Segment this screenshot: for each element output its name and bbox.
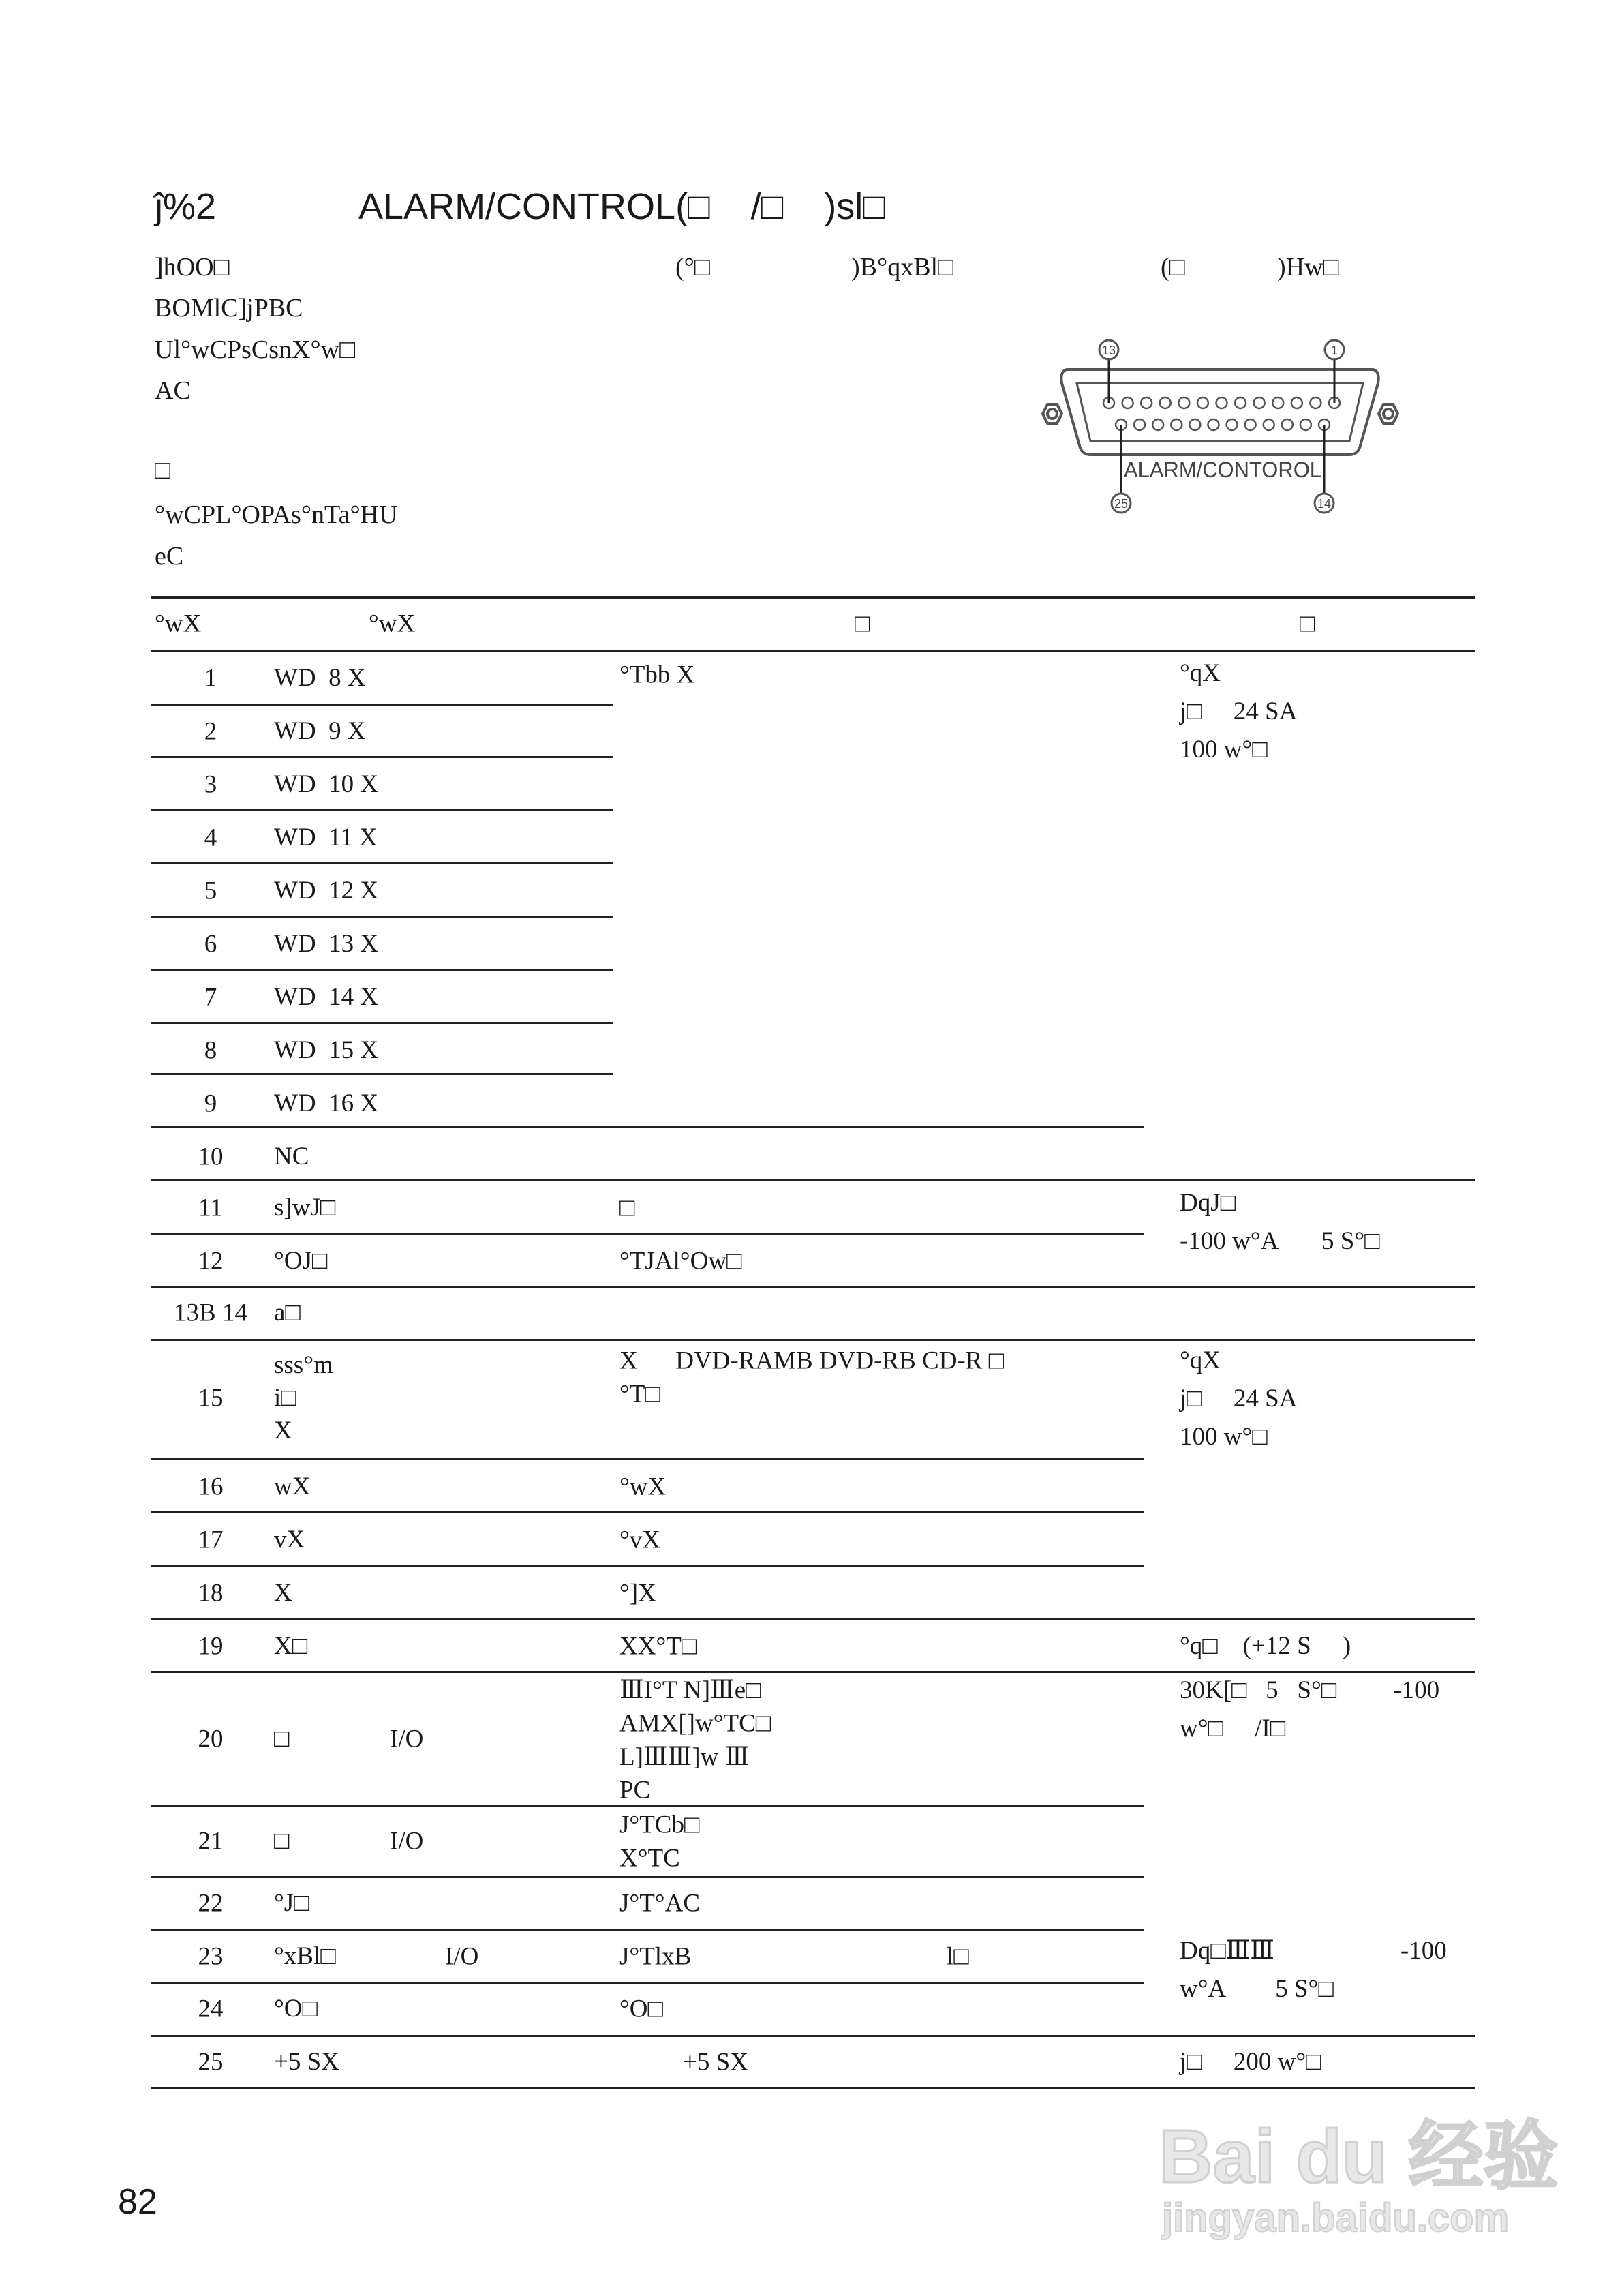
pin-hole [1310,397,1321,408]
signal-name: WD 13 X [274,930,379,958]
description-line: +5 SX [683,2048,748,2076]
description-line: □ [619,1194,635,1222]
intro-line: (□ [1161,253,1185,282]
pin-number: 7 [204,983,217,1012]
intro-line: AC [155,376,191,405]
signal-name: °J□ [274,1889,309,1917]
pin-number: 21 [198,1827,224,1856]
section-marker: ĵ%2 [155,186,217,227]
page-title: ALARM/CONTROL(□ /□ )sl□ [358,186,885,227]
table-rule [151,1618,1475,1620]
signal-name: a□ [274,1299,301,1327]
signal-name: WD 10 X [274,770,379,798]
signal-name: +5 SX [274,2048,339,2076]
table-rule [151,1073,613,1075]
description-line: J°TCb□ [619,1811,700,1839]
pin-number: 23 [198,1942,224,1971]
description-line: J°TlxB [619,1942,692,1971]
pin-hole [1197,397,1208,408]
table-rule [151,1511,1144,1513]
signal-name: WD 16 X [274,1089,379,1117]
pin-number: 20 [198,1725,224,1753]
header-signal: °wX [369,609,416,638]
signal-name: s]wJ□ [274,1194,336,1222]
header-pin: °wX [155,609,202,638]
watermark-logo: Bai du 经验 [1159,2115,1559,2199]
table-rule [151,1339,1475,1341]
table-rule [151,2087,1475,2089]
pin-number: 6 [204,930,217,958]
pin-hole [1178,397,1189,408]
pin-hole [1264,419,1274,430]
pin-hole [1160,397,1171,408]
description-line: ⅢI°T N]Ⅲe□ [619,1676,761,1704]
signal-name: □ [274,1725,290,1753]
pin-hole [1254,397,1265,408]
pin-hole [1208,419,1219,430]
table-rule [151,650,1475,652]
intro-line: ]hOO□ [155,253,230,282]
pin-number: 25 [198,2048,224,2076]
signal-name: vX [274,1526,305,1554]
pin-number: 5 [204,877,217,905]
table-rule [151,809,613,811]
notes-cell: j□ 200 w°□ [1180,2048,1321,2076]
hex-nut-right-icon [1379,404,1398,423]
table-rule [151,704,613,706]
pin-hole [1171,419,1182,430]
pin-hole [1152,419,1163,430]
pin-hole [1291,397,1302,408]
table-rule [151,1022,613,1024]
notes-cell: Dq□ⅢⅢ -100 w°A 5 S°□ [1180,1937,1447,2003]
header-description: □ [855,609,870,638]
pin-number: 12 [198,1247,224,1275]
pin-number: 15 [198,1384,224,1413]
intro-line: BOMlC]jPBC [155,294,303,322]
description-line: °T□ [619,1380,660,1408]
table-rule [151,1126,1144,1128]
table-rule [151,1876,1144,1878]
pin-number: 8 [204,1036,217,1065]
pin-number: 24 [198,1995,224,2023]
signal-name: NC [274,1143,309,1170]
signal-name: °OJ□ [274,1247,328,1275]
description-line: X DVD-RAMB DVD-RB CD-R □ [619,1346,1005,1375]
pin-number: 11 [198,1194,223,1222]
notes-cell: °qX j□ 24 SA 100 w°□ [1180,659,1298,764]
table-rule [151,1565,1144,1567]
pin-hole [1227,419,1238,430]
header-notes: □ [1300,609,1315,638]
intro-line: °wCPL°OPAs°nTa°HU [155,500,398,529]
signal-name: wX [274,1472,311,1500]
pin-number: 18 [198,1579,224,1607]
table-rule [151,1805,1144,1807]
connector-diagram [1039,332,1401,519]
io-label: I/O [390,1725,424,1753]
table-rule [151,1233,1144,1235]
notes-cell: DqJ□ -100 w°A 5 S°□ [1180,1189,1380,1255]
pin-number: 4 [204,824,217,852]
signal-name: WD 8 X [274,664,366,692]
pin-hole [1122,397,1133,408]
table-rule [151,1286,1475,1288]
table-rule [151,862,613,864]
pin-number: 19 [198,1632,224,1661]
notes-cell: °qX j□ 24 SA 100 w°□ [1180,1346,1298,1451]
hex-nut-left-icon [1043,404,1062,423]
callout-pin-1: 1 [1330,344,1338,357]
watermark-url: jingyan.baidu.com [1162,2196,1510,2240]
pin-hole [1141,397,1152,408]
description-line: °Tbb X [619,661,695,689]
signal-name: X [274,1579,292,1607]
signal-name: X□ [274,1632,308,1660]
pin-number: 3 [204,770,217,799]
pin-hole [1282,419,1293,430]
notes-cell: °q□ (+12 S ) [1180,1632,1351,1660]
description-line: °TJAl°Ow□ [619,1247,742,1275]
pin-hole [1300,419,1311,430]
signal-name: WD 9 X [274,717,366,745]
description-line: XX°T□ [619,1632,697,1661]
page-number: 82 [118,2182,157,2222]
pin-number: 10 [198,1143,224,1171]
intro-line: eC [155,542,184,571]
pin-hole [1189,419,1200,430]
intro-line: □ [155,456,170,485]
connector-label: ALARM/CONTOROL [1124,457,1321,482]
intro-line: )B°qxBl□ [851,253,954,282]
io-label: I/O [445,1942,479,1971]
description-line: °wX [619,1472,667,1501]
description-line: PC [619,1776,651,1804]
description-line: °]X [619,1579,656,1607]
pin-number: 22 [198,1889,224,1918]
intro-line: Ul°wCPsCsnX°w□ [155,335,356,364]
table-rule [151,916,613,918]
pin-number: 9 [204,1089,217,1118]
signal-name: WD 14 X [274,983,379,1011]
pin-hole [1272,397,1283,408]
signal-name: □ [274,1827,290,1855]
signal-name: WD 11 X [274,824,378,851]
table-rule [151,1929,1144,1931]
pin-hole [1245,419,1256,430]
signal-name: °O□ [274,1995,318,2023]
table-rule [151,1982,1144,1984]
description-line: AMX[]w°TC□ [619,1709,771,1738]
pin-hole [1216,397,1227,408]
table-rule [151,1179,1475,1181]
table-rule [151,596,1475,599]
pin-number: 1 [204,664,217,693]
intro-line: (°□ [675,253,710,282]
pin-hole [1235,397,1246,408]
callout-pin-25: 25 [1114,497,1129,511]
description-line: L]ⅢⅢ]w Ⅲ [619,1743,750,1771]
pin-hole [1134,419,1145,430]
table-rule [151,1458,1144,1460]
signal-name: WD 12 X [274,877,379,905]
pin-number: 13B 14 [174,1299,247,1327]
signal-name: WD 15 X [274,1036,379,1064]
description-line: °O□ [619,1995,663,2023]
pin-number: 16 [198,1472,224,1501]
io-label: I/O [390,1827,424,1856]
intro-line: )Hw□ [1277,253,1339,282]
callout-pin-13: 13 [1101,344,1116,357]
description-extra: l□ [947,1942,969,1971]
callout-pin-14: 14 [1317,497,1332,511]
signal-name: sss°m i□ X [274,1351,333,1445]
pin-number: 2 [204,717,217,746]
description-line: J°T°AC [619,1889,700,1918]
table-rule [151,969,613,971]
description-line: °vX [619,1526,661,1554]
signal-name: °xBl□ [274,1942,336,1970]
description-line: X°TC [619,1844,680,1873]
notes-cell: 30K[□ 5 S°□ -100 w°□ /I□ [1180,1676,1440,1742]
table-rule [151,756,613,758]
table-rule [151,2035,1475,2037]
pin-number: 17 [198,1526,224,1554]
